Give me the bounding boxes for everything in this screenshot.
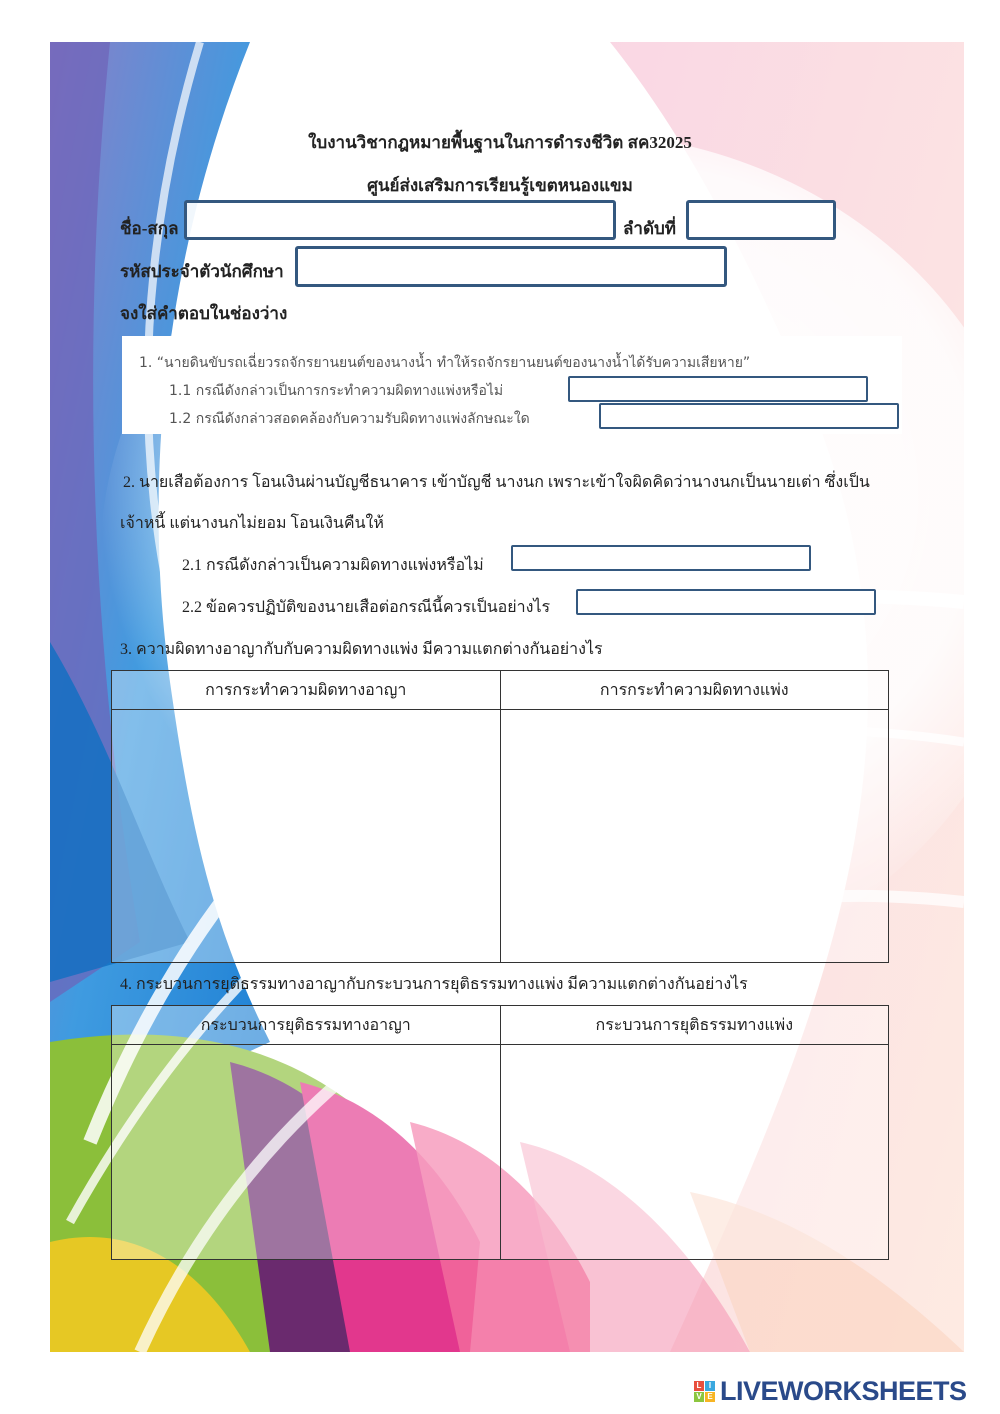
civil-justice-answer-cell[interactable]	[500, 1045, 889, 1260]
liveworksheets-grid-icon: L I V E	[694, 1381, 716, 1403]
question-1-text: 1. “นายดินขับรถเฉี่ยวรถจักรยานยนต์ของนางน้ำ ทำให้รถจักรยานยนต์ของนางน้ำได้รับความเสียหาย”	[139, 355, 751, 371]
criminal-justice-header: กระบวนการยุติธรรมทางอาญา	[112, 1006, 501, 1045]
question-2-2-text: 2.2 ข้อควรปฏิบัติของนายเสือต่อกรณีนี้ควรเป็นอย่างไร	[182, 599, 551, 616]
page-title: ใบงานวิชากฎหมายพื้นฐานในการดำรงชีวิต สค32025	[308, 133, 692, 152]
order-number-label: ลำดับที่	[623, 219, 677, 238]
order-number-input[interactable]	[686, 200, 836, 240]
question-3-table	[111, 670, 889, 963]
name-input[interactable]	[184, 200, 616, 240]
question-2-text-line1: 2. นายเสือต้องการ โอนเงินผ่านบัญชีธนาคาร เข้าบัญชี นางนก เพราะเข้าใจผิดคิดว่านางนกเป็นนายเต่า ซึ่งเป็น	[123, 474, 870, 491]
liveworksheets-brand-text: LIVEWORKSHEETS	[720, 1376, 967, 1406]
question-4-text: 4. กระบวนการยุติธรรมทางอาญากับกระบวนการยุติธรรมทางแพ่ง มีความแตกต่างกันอย่างไร	[120, 976, 748, 993]
criminal-offense-header: การกระทำความผิดทางอาญา	[112, 671, 501, 710]
civil-offense-answer-cell[interactable]	[500, 710, 889, 963]
question-1-2-text: 1.2 กรณีดังกล่าวสอดคล้องกับความรับผิดทางแพ่งลักษณะใด	[169, 411, 530, 427]
liveworksheets-logo	[694, 1376, 990, 1406]
civil-offense-header: การกระทำความผิดทางแพ่ง	[500, 671, 889, 710]
instruction-text: จงใส่คำตอบในช่องว่าง	[120, 304, 288, 323]
answer-1-1-input[interactable]	[568, 376, 868, 402]
student-id-label: รหัสประจำตัวนักศึกษา	[120, 262, 284, 281]
question-3-text: 3. ความผิดทางอาญากับกับความผิดทางแพ่ง มีความแตกต่างกันอย่างไร	[120, 641, 603, 658]
answer-1-2-input[interactable]	[599, 403, 899, 429]
question-2-text-line2: เจ้าหนี้ แต่นางนกไม่ยอม โอนเงินคืนให้	[120, 515, 384, 532]
civil-justice-header: กระบวนการยุติธรรมทางแพ่ง	[500, 1006, 889, 1045]
answer-2-1-input[interactable]	[511, 545, 811, 571]
question-2-1-text: 2.1 กรณีดังกล่าวเป็นความผิดทางแพ่งหรือไม่	[182, 557, 484, 574]
question-1-1-text: 1.1 กรณีดังกล่าวเป็นการกระทำความผิดทางแพ่งหรือไม่	[169, 383, 504, 399]
name-label: ชื่อ-สกุล	[120, 219, 179, 238]
question-4-table	[111, 1005, 889, 1260]
page-subtitle: ศูนย์ส่งเสริมการเรียนรู้เขตหนองแขม	[367, 176, 633, 195]
criminal-offense-answer-cell[interactable]	[112, 710, 501, 963]
answer-2-2-input[interactable]	[576, 589, 876, 615]
criminal-justice-answer-cell[interactable]	[112, 1045, 501, 1260]
student-id-input[interactable]	[295, 246, 727, 287]
